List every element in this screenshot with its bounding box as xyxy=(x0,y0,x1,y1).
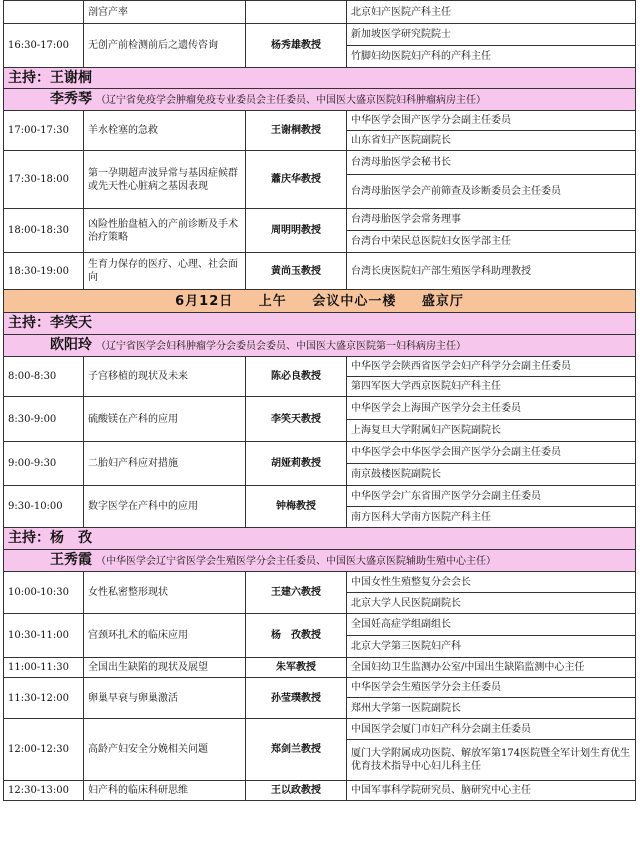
cochair-name: 欧阳玲 xyxy=(50,336,92,353)
schedule-table xyxy=(3,0,636,801)
affiliation-cell: 郑州大学第一医院副院长 xyxy=(347,698,636,719)
topic-cell: 硫酸镁在产科的应用 xyxy=(84,397,246,442)
speaker-cell: 黄尚玉教授 xyxy=(246,253,347,290)
affiliation-cell: 台湾母胎医学会秘书长 xyxy=(347,151,636,175)
table-row xyxy=(4,111,636,131)
table-row xyxy=(4,719,636,740)
speaker-cell: 钟梅教授 xyxy=(246,486,347,528)
topic-cell: 羊水栓塞的急救 xyxy=(84,111,246,151)
table-row xyxy=(4,658,636,678)
cochair-row xyxy=(4,335,636,357)
speaker-cell: 蕭庆华教授 xyxy=(246,151,347,209)
table-row xyxy=(4,678,636,698)
affiliation-cell: 中国军事科学院研究员、脑研究中心主任 xyxy=(347,781,636,801)
host-row xyxy=(4,313,636,335)
day-room: 盛京厅 xyxy=(421,293,464,309)
speaker-cell: 李笑天教授 xyxy=(246,397,347,442)
time-cell: 8:30-9:00 xyxy=(4,397,84,442)
affiliation-cell: 台湾母胎医学会常务理事 xyxy=(347,209,636,231)
table-row xyxy=(4,1,636,24)
time-cell: 9:00-9:30 xyxy=(4,442,84,486)
affiliation-cell: 山东省妇产医院副院长 xyxy=(347,131,636,151)
cochair-desc: （辽宁省医学会妇科肿瘤学分会委员会委员、中国医大盛京医院第一妇科病房主任） xyxy=(96,340,466,352)
host-label: 主持：李笑天 xyxy=(4,313,636,335)
speaker-cell: 王建六教授 xyxy=(246,572,347,614)
topic-cell: 生育力保存的医疗、心理、社会面向 xyxy=(84,253,246,290)
affiliation-cell: 上海复旦大学附属妇产医院副院长 xyxy=(347,420,636,442)
cochair-row xyxy=(4,550,636,572)
speaker-cell: 朱军教授 xyxy=(246,658,347,678)
table-row xyxy=(4,572,636,593)
day-header-row xyxy=(4,290,636,313)
topic-cell: 剖宫产率 xyxy=(84,1,246,24)
speaker-cell: 王以政教授 xyxy=(246,781,347,801)
host-label: 主持：杨 孜 xyxy=(4,528,636,550)
affiliation-cell: 新加坡医学研究院院士 xyxy=(347,24,636,46)
table-row xyxy=(4,357,636,377)
topic-cell: 凶险性胎盘植入的产前诊断及手术治疗策略 xyxy=(84,209,246,253)
day-date: 6月12日 xyxy=(175,293,234,309)
speaker-cell xyxy=(246,1,347,24)
cochair-name: 王秀霞 xyxy=(50,551,92,568)
speaker-cell: 杨 孜教授 xyxy=(246,614,347,658)
day-place: 会议中心一楼 xyxy=(312,293,397,309)
table-row xyxy=(4,209,636,231)
time-cell: 9:30-10:00 xyxy=(4,486,84,528)
affiliation-cell: 北京妇产医院产科主任 xyxy=(347,1,636,24)
speaker-cell: 郑剑兰教授 xyxy=(246,719,347,781)
table-row xyxy=(4,397,636,420)
speaker-cell: 孙莹璞教授 xyxy=(246,678,347,719)
affiliation-cell: 台湾台中荣民总医院妇女医学部主任 xyxy=(347,231,636,253)
time-cell: 17:00-17:30 xyxy=(4,111,84,151)
time-cell: 11:30-12:00 xyxy=(4,678,84,719)
time-cell: 10:30-11:00 xyxy=(4,614,84,658)
affiliation-cell: 全国妊高症学组副组长 xyxy=(347,614,636,636)
host-row xyxy=(4,528,636,550)
table-row xyxy=(4,253,636,290)
affiliation-cell: 中华医学会上海围产医学分会主任委员 xyxy=(347,397,636,420)
table-row xyxy=(4,24,636,46)
affiliation-cell: 第四军医大学西京医院妇产科主任 xyxy=(347,377,636,397)
affiliation-cell: 中国女性生殖整复分会会长 xyxy=(347,572,636,593)
affiliation-cell: 中华医学会陕西省医学会妇产科学分会副主任委员 xyxy=(347,357,636,377)
affiliation-cell: 南京鼓楼医院副院长 xyxy=(347,464,636,486)
topic-cell: 宫颈环扎术的临床应用 xyxy=(84,614,246,658)
affiliation-cell: 台湾长庚医院妇产部生殖医学科助理教授 xyxy=(347,253,636,290)
time-cell: 16:30-17:00 xyxy=(4,24,84,68)
topic-cell: 二胎妇产科应对措施 xyxy=(84,442,246,486)
host-row xyxy=(4,68,636,89)
topic-cell: 卵巢早衰与卵巢激活 xyxy=(84,678,246,719)
topic-cell: 子宫移植的现状及未来 xyxy=(84,357,246,397)
speaker-cell: 周明明教授 xyxy=(246,209,347,253)
table-row xyxy=(4,442,636,464)
affiliation-cell: 南方医科大学南方医院产科主任 xyxy=(347,507,636,528)
time-cell: 8:00-8:30 xyxy=(4,357,84,397)
time-cell: 12:30-13:00 xyxy=(4,781,84,801)
time-cell: 12:00-12:30 xyxy=(4,719,84,781)
topic-cell: 女性私密整形现状 xyxy=(84,572,246,614)
time-cell: 18:00-18:30 xyxy=(4,209,84,253)
topic-cell: 高龄产妇安全分娩相关问题 xyxy=(84,719,246,781)
affiliation-cell: 全国妇幼卫生监测办公室/中国出生缺陷监测中心主任 xyxy=(347,658,636,678)
topic-cell: 全国出生缺陷的现状及展望 xyxy=(84,658,246,678)
topic-cell: 数字医学在产科中的应用 xyxy=(84,486,246,528)
affiliation-cell: 中华医学会中华医学会围产医学分会副主任委员 xyxy=(347,442,636,464)
time-cell: 17:30-18:00 xyxy=(4,151,84,209)
host-label: 主持：王谢桐 xyxy=(4,68,636,89)
affiliation-cell: 竹脚妇幼医院妇产科的产科主任 xyxy=(347,46,636,68)
affiliation-cell: 北京大学第三医院妇产科 xyxy=(347,636,636,658)
day-period: 上午 xyxy=(258,293,287,309)
affiliation-cell: 中国医学会厦门市妇产科分会副主任委员 xyxy=(347,719,636,740)
table-row xyxy=(4,781,636,801)
topic-cell: 无创产前检测前后之遗传咨询 xyxy=(84,24,246,68)
speaker-cell: 王谢桐教授 xyxy=(246,111,347,151)
table-row xyxy=(4,614,636,636)
table-row xyxy=(4,486,636,507)
affiliation-cell: 北京大学人民医院副院长 xyxy=(347,593,636,614)
cochair-desc: （中华医学会辽宁省医学会生殖医学分会主任委员、中国医大盛京医院辅助生殖中心主任） xyxy=(96,555,496,567)
topic-cell: 第一孕期超声波异常与基因症候群或先天性心脏病之基因表现 xyxy=(84,151,246,209)
time-cell: 10:00-10:30 xyxy=(4,572,84,614)
cochair-row xyxy=(4,89,636,111)
speaker-cell: 胡娅莉教授 xyxy=(246,442,347,486)
affiliation-cell: 中华医学会广东省围产医学分会副主任委员 xyxy=(347,486,636,507)
affiliation-cell: 台湾母胎医学会产前筛查及诊断委员会主任委员 xyxy=(347,175,636,209)
speaker-cell: 陈必良教授 xyxy=(246,357,347,397)
cochair-desc: （辽宁省免疫学会肿瘤免疫专业委员会主任委员、中国医大盛京医院妇科肿瘤病房主任） xyxy=(96,94,486,106)
cochair-name: 李秀琴 xyxy=(50,90,92,107)
time-cell xyxy=(4,1,84,24)
table-row xyxy=(4,151,636,175)
affiliation-cell: 中华医学会生殖医学分会主任委员 xyxy=(347,678,636,698)
time-cell: 18:30-19:00 xyxy=(4,253,84,290)
affiliation-cell: 厦门大学附属成功医院、解放军第174医院暨全军计划生育优生优育技术指导中心妇儿科主任 xyxy=(347,740,636,781)
topic-cell: 妇产科的临床科研思维 xyxy=(84,781,246,801)
speaker-cell: 杨秀雄教授 xyxy=(246,24,347,68)
time-cell: 11:00-11:30 xyxy=(4,658,84,678)
affiliation-cell: 中华医学会围产医学分会副主任委员 xyxy=(347,111,636,131)
